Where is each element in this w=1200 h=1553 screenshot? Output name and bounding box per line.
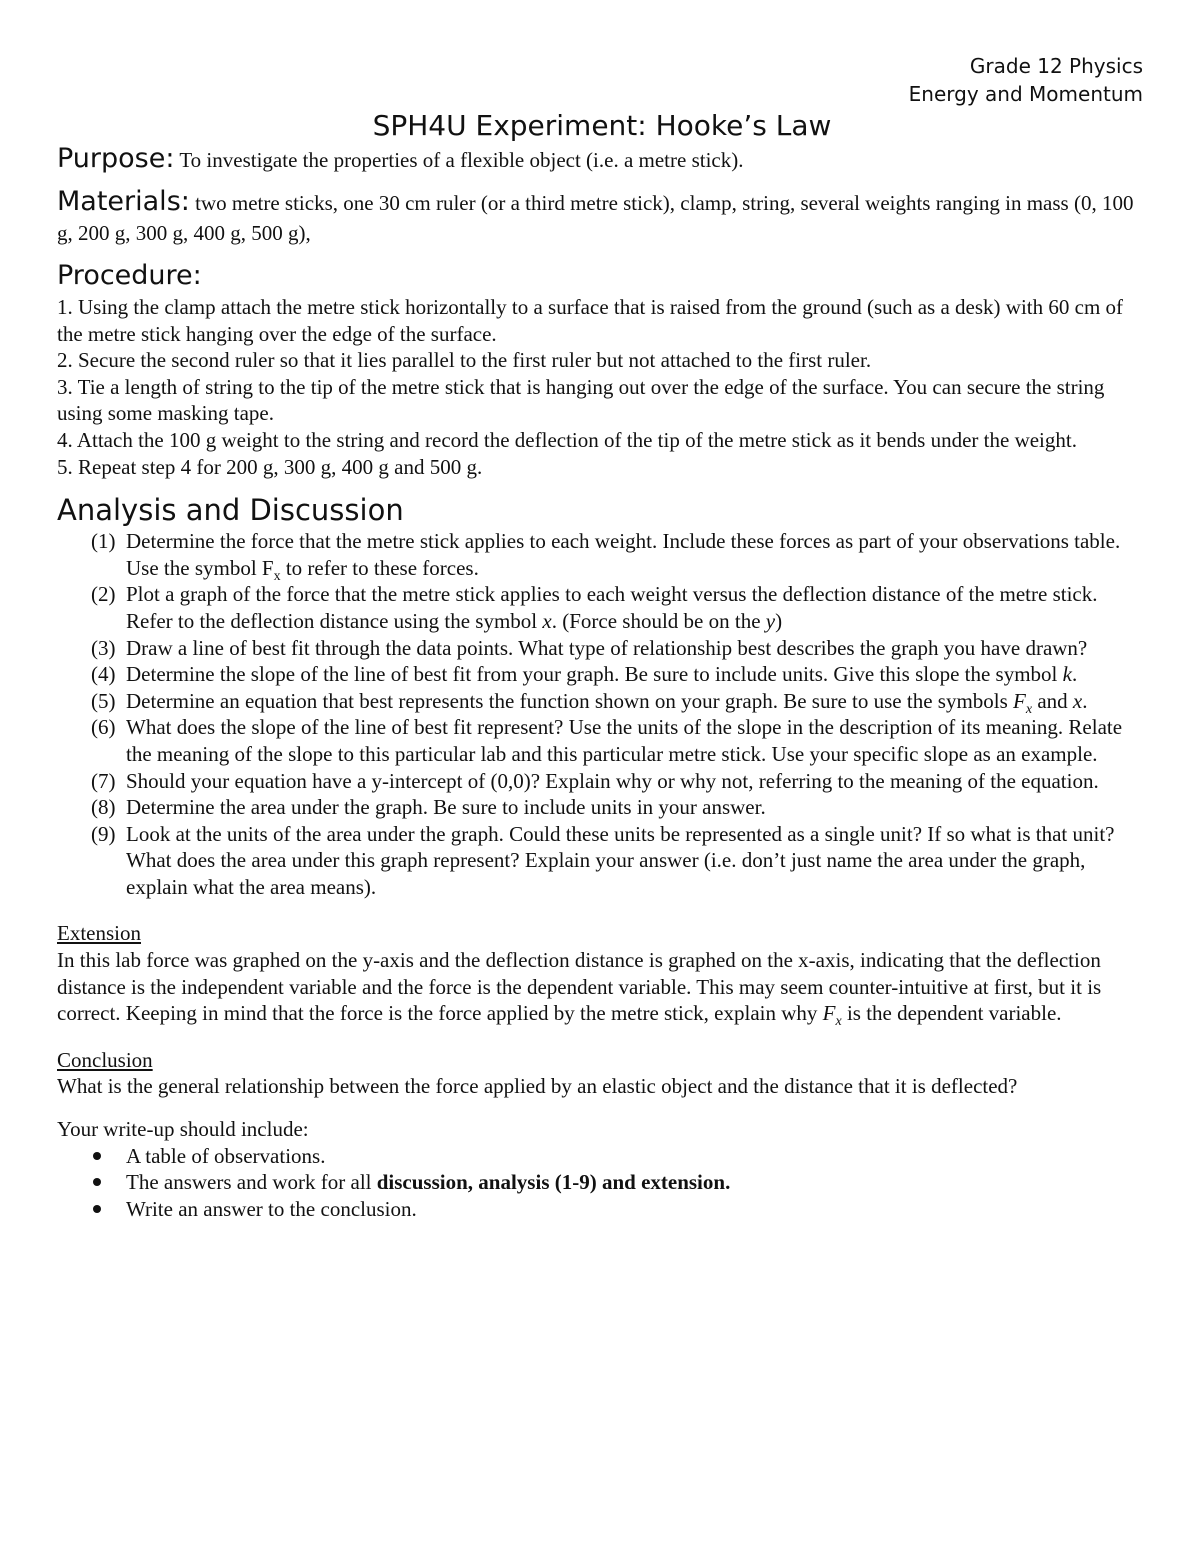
writeup-intro: Your write-up should include:: [57, 1117, 309, 1142]
variable-symbol: x: [1072, 688, 1083, 713]
question-text: Should your equation have a y-intercept of (0,0)? Explain why or why not, referring to the meaning of the equation.: [126, 768, 1099, 793]
question-text: Look at the units of the area under the graph. Could these units be represented as a single unit? If so what is that unit? What does the area under this graph represent? Explain your answer (i.e. don’t just name the area under the graph, explain what the area means).: [126, 821, 1115, 899]
writeup-item: [57, 1143, 1147, 1170]
procedure-step: 4. Attach the 100 g weight to the string and record the deflection of the tip of the metre stick as it bends under the weight.: [57, 427, 1077, 452]
question-text: Determine the slope of the line of best fit from your graph. Be sure to include units. Give this slope the symbol: [126, 662, 1063, 687]
subscript: x: [1025, 701, 1033, 717]
question-text: . (Force should be on the: [551, 608, 766, 633]
analysis-question: [57, 821, 1147, 901]
conclusion-text: What is the general relationship between the force applied by an elastic object and the distance that it is deflected?: [57, 1074, 1018, 1099]
variable-symbol: k: [1062, 662, 1072, 687]
analysis-question: [57, 581, 1147, 634]
analysis-question: [57, 768, 1147, 795]
purpose-section: [57, 144, 1147, 175]
analysis-question: [57, 661, 1147, 688]
analysis-question: [57, 714, 1147, 767]
analysis-question: [57, 635, 1147, 662]
writeup-item: [57, 1196, 1147, 1223]
procedure-step: 1. Using the clamp attach the metre stick horizontally to a surface that is raised from the ground (such as a desk) with 60 cm of the metre stick hanging over the edge of the surface.: [57, 295, 1124, 346]
writeup-item-text: A table of observations.: [126, 1143, 326, 1168]
writeup-item-text: The answers and work for all: [126, 1170, 377, 1195]
writeup-item-text: Write an answer to the conclusion.: [126, 1196, 417, 1221]
conclusion-heading: Conclusion: [57, 1047, 153, 1072]
extension-heading: Extension: [57, 921, 141, 946]
procedure-heading: Procedure:: [57, 260, 202, 291]
question-text: Determine the force that the metre stick applies to each weight. Include these forces as part of your observations table. Use the symbol F: [126, 529, 1121, 580]
writeup-item-bold: discussion, analysis (1-9) and extension.: [376, 1170, 731, 1195]
analysis-heading: Analysis and Discussion: [57, 493, 404, 528]
variable-symbol: x: [542, 608, 552, 633]
question-number: (6): [91, 715, 116, 740]
variable-symbol: F: [1013, 688, 1026, 713]
materials-text: two metre sticks, one 30 cm ruler (or a third metre stick), clamp, string, several weights ranging in mass (0, 100 g, 200 g, 300 g, 400 g, 500 g),: [57, 191, 1134, 245]
question-number: (5): [91, 688, 116, 713]
document-page: [57, 52, 1147, 1222]
question-text: .: [1082, 688, 1088, 713]
materials-section: [57, 187, 1147, 248]
variable-symbol: F: [822, 1001, 836, 1026]
question-number: (9): [91, 821, 116, 846]
procedure-step: 2. Secure the second ruler so that it lies parallel to the first ruler but not attached to the first ruler.: [57, 348, 872, 373]
unit-name: Energy and Momentum: [908, 82, 1143, 106]
procedure-step: 3. Tie a length of string to the tip of the metre stick that is hanging out over the edge of the surface. You can secure the string using some masking tape.: [57, 374, 1105, 426]
question-text: Determine the area under the graph. Be sure to include units in your answer.: [126, 795, 766, 820]
question-number: (4): [91, 662, 116, 687]
subscript: x: [835, 1014, 842, 1030]
question-text: ): [775, 608, 783, 633]
course-header: [57, 52, 1147, 108]
question-text: and: [1032, 688, 1073, 713]
question-text: What does the slope of the line of best fit represent? Use the units of the slope in the description of its meaning. Relate the meaning of the slope to this particular lab and this particular metre stick. Use your specific slope as an example.: [126, 715, 1123, 766]
question-text: to refer to these forces.: [280, 555, 479, 580]
bullet-icon: [93, 1205, 101, 1213]
extension-body: In this lab force was graphed on the y-axis and the deflection distance is graphed on the x-axis, indicating that the deflection distance is the independent variable and the force is the dependent variable. This may seem counter-intuitive at first, but it is correct. Keeping in mind that the force is the force applied by the metre stick, explain why: [57, 948, 1102, 1026]
question-number: (1): [91, 529, 116, 554]
purpose-text: To investigate the properties of a flexible object (i.e. a metre stick).: [174, 148, 744, 172]
extension-text: [57, 947, 1147, 1030]
analysis-question: [57, 688, 1147, 715]
bullet-icon: [93, 1178, 101, 1186]
writeup-item: [57, 1169, 1147, 1196]
question-number: (2): [91, 582, 116, 607]
procedure-step: 5. Repeat step 4 for 200 g, 300 g, 400 g and 500 g.: [57, 454, 483, 479]
analysis-question: [57, 794, 1147, 821]
procedure-steps: [57, 294, 1147, 480]
variable-symbol: y: [765, 608, 776, 633]
writeup-list: [57, 1143, 1147, 1223]
bullet-icon: [93, 1152, 101, 1160]
purpose-heading: Purpose:: [57, 143, 175, 174]
question-text: Determine an equation that best represents the function shown on your graph. Be sure to use the symbols: [126, 688, 1014, 713]
question-number: (7): [91, 768, 116, 793]
analysis-question: [57, 528, 1147, 584]
question-number: (3): [91, 635, 116, 660]
question-number: (8): [91, 795, 116, 820]
course-name: Grade 12 Physics: [969, 54, 1143, 78]
extension-body: is the dependent variable.: [841, 1001, 1062, 1026]
question-text: .: [1071, 662, 1078, 687]
document-title: SPH4U Experiment: Hooke’s Law: [372, 109, 832, 142]
subscript: x: [273, 568, 281, 584]
analysis-questions: [57, 528, 1147, 900]
materials-heading: Materials:: [57, 186, 190, 217]
question-text: Plot a graph of the force that the metre stick applies to each weight versus the deflection distance of the metre stick. Refer to the deflection distance using the symbol: [126, 582, 1098, 633]
question-text: Draw a line of best fit through the data points. What type of relationship best describes the graph you have drawn?: [126, 635, 1088, 660]
